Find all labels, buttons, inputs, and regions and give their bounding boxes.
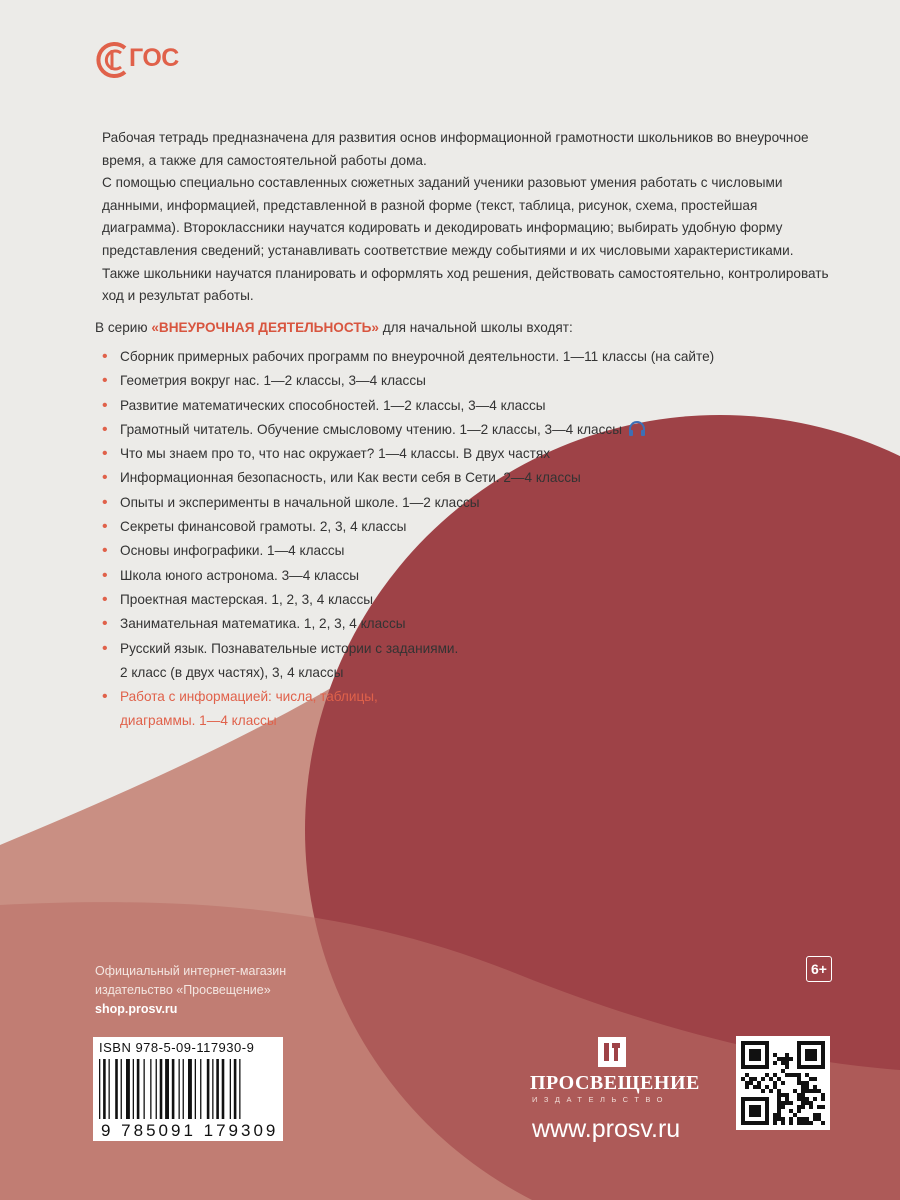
- series-item: • Сборник примерных рабочих программ по внеурочной деятельности. 1—11 классы (на сайте): [100, 345, 800, 369]
- shop-info: [95, 962, 286, 1019]
- qr-code[interactable]: [736, 1036, 830, 1130]
- current-item-line: диаграммы. 1—4 классы: [120, 713, 277, 729]
- series-item: • Что мы знаем про то, что нас окружает? 1—4 классы. В двух частях: [100, 442, 800, 466]
- ean-text: 9 785091 179309: [101, 1121, 279, 1140]
- intro-paragraph: Рабочая тетрадь предназначена для развития основ информационной грамотности школьников во внеурочное время, а также для самостоятельной работы дома.: [102, 130, 809, 168]
- age-rating-badge: 6+: [806, 956, 832, 982]
- publisher-logo: [525, 1035, 705, 1076]
- series-item: • Проектная мастерская. 1, 2, 3, 4 классы: [100, 588, 800, 612]
- qr-code-image: [736, 1036, 830, 1130]
- series-heading: [95, 320, 573, 335]
- headphones-icon: [628, 421, 646, 437]
- barcode-bars: [97, 1059, 279, 1121]
- series-suffix: для начальной школы входят:: [382, 320, 573, 335]
- series-item: • Русский язык. Познавательные истории с заданиями.: [100, 637, 800, 661]
- series-item: [100, 418, 800, 442]
- publisher-subtitle: ИЗДАТЕЛЬСТВО: [532, 1095, 670, 1104]
- publisher-emblem-icon: [525, 1035, 705, 1071]
- current-item-line: Работа с информацией: числа, таблицы,: [120, 689, 378, 705]
- series-item: • Развитие математических способностей. 1—2 классы, 3—4 классы: [100, 394, 800, 418]
- series-item-continuation: 2 класс (в двух частях), 3, 4 классы: [120, 664, 344, 680]
- series-item-current: [100, 685, 800, 734]
- publisher-name: ПРОСВЕЩЕНИЕ: [530, 1072, 700, 1094]
- series-list: [100, 345, 800, 734]
- series-item-text: Грамотный читатель. Обучение смысловому чтению. 1—2 классы, 3—4 классы: [120, 421, 622, 437]
- shop-url[interactable]: shop.prosv.ru: [95, 1002, 178, 1016]
- publisher-url[interactable]: www.prosv.ru: [532, 1115, 681, 1143]
- intro-paragraph: С помощью специально составленных сюжетных заданий ученики разовьют умения работать с числовыми данными, информацией, представленной в разной форме (текст, таблица, рисунок, схема, простейшая диаграмма). Второклассники научатся кодировать и декодировать информацию; выбирать удобную форму представления сведений; устанавливать соответствие между событиями и их числовыми характеристиками. Также школьники научатся планировать и оформлять ход решения, действовать самостоятельно, контролировать ход и результат работы.: [102, 175, 829, 304]
- fgos-logo: [95, 38, 185, 82]
- series-name: «ВНЕУРОЧНАЯ ДЕЯТЕЛЬНОСТЬ»: [151, 320, 379, 335]
- intro-text: [102, 127, 832, 308]
- fgos-logo-text: ГОС: [129, 44, 179, 72]
- barcode: [93, 1037, 283, 1141]
- series-item: • Основы инфографики. 1—4 классы: [100, 539, 800, 563]
- series-item: • Геометрия вокруг нас. 1—2 классы, 3—4 классы: [100, 369, 800, 393]
- series-prefix: В серию: [95, 320, 148, 335]
- series-item: • Занимательная математика. 1, 2, 3, 4 классы: [100, 612, 800, 636]
- isbn-text: ISBN 978-5-09-117930-9: [99, 1040, 255, 1055]
- shop-line: Официальный интернет-магазин: [95, 964, 287, 978]
- series-item: • Опыты и эксперименты в начальной школе. 1—2 классы: [100, 491, 800, 515]
- series-item: • Информационная безопасность, или Как вести себя в Сети. 2—4 классы: [100, 466, 800, 490]
- series-item: • Секреты финансовой грамоты. 2, 3, 4 классы: [100, 515, 800, 539]
- series-item: • Школа юного астронома. 3—4 классы: [100, 564, 800, 588]
- shop-line: издательство «Просвещение»: [95, 983, 271, 997]
